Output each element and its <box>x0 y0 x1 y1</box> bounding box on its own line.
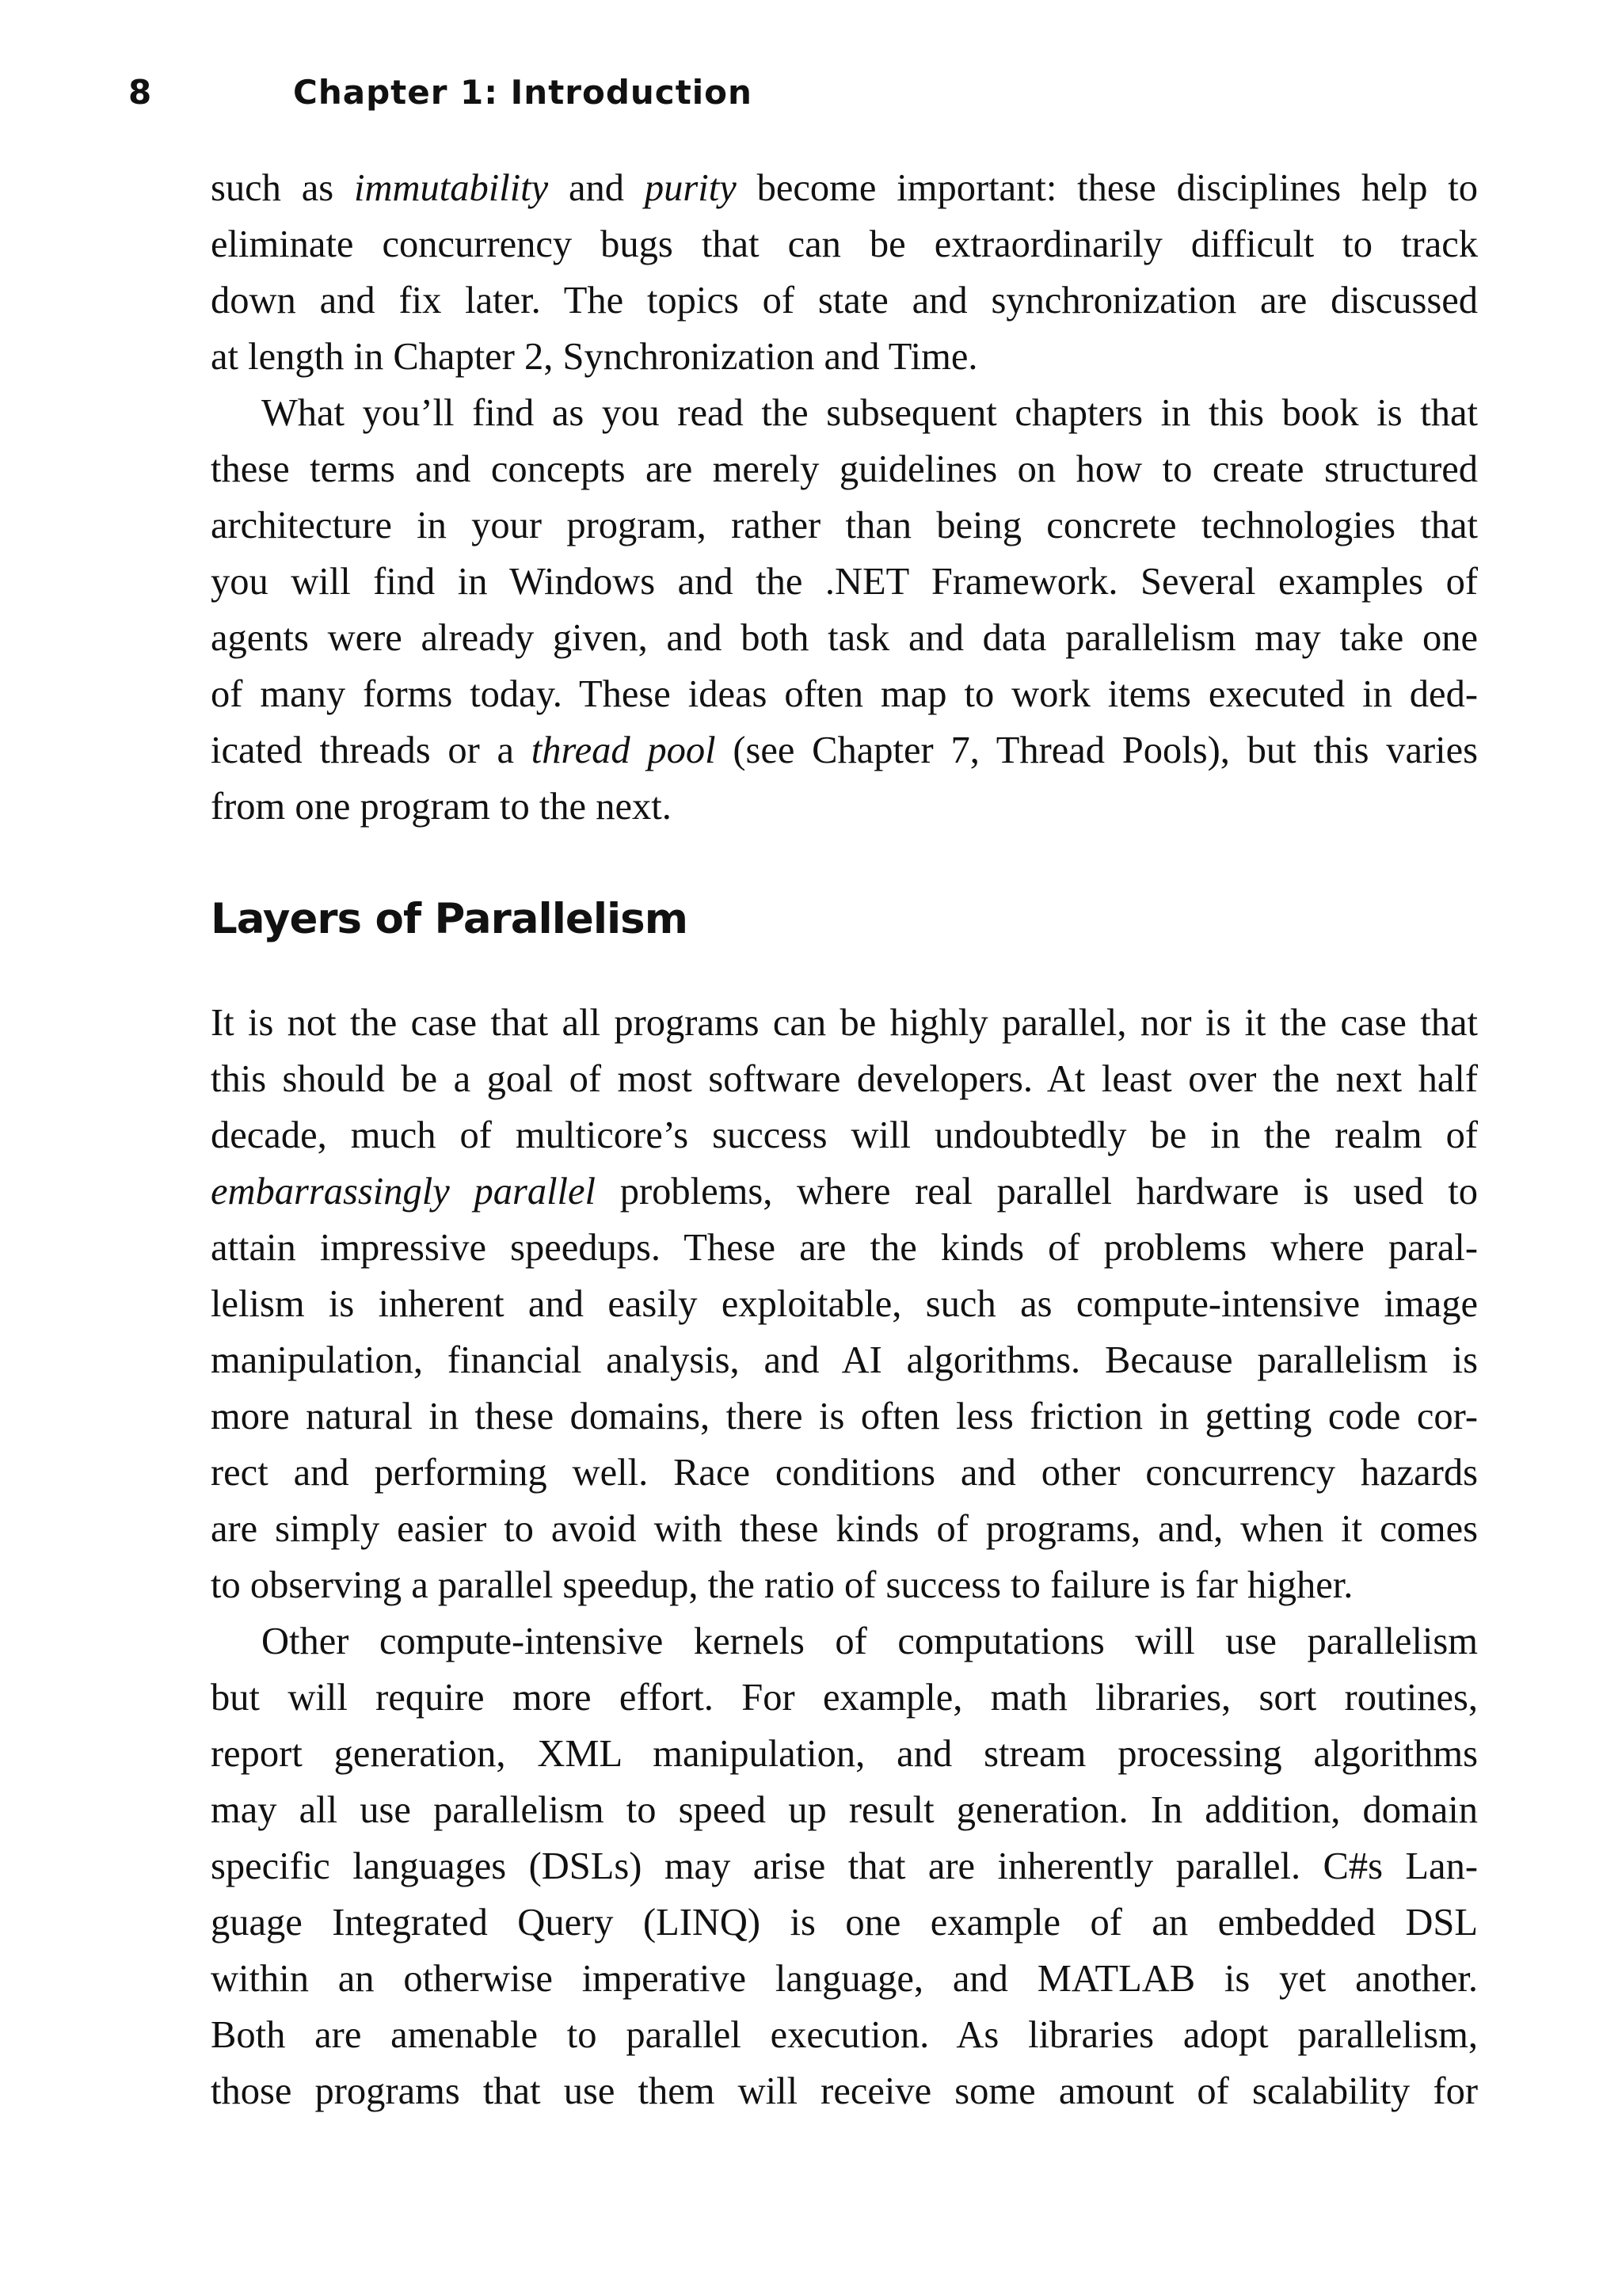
text-line: but will require more effort. For example, math libraries, sort routines, <box>211 1677 1478 1719</box>
text-line: to observing a parallel speedup, the ratio of success to failure is far higher. <box>211 1564 1354 1606</box>
text-line: decade, much of multicore’s success will undoubtedly be in the realm of <box>211 1114 1478 1156</box>
text-line: It is not the case that all programs can be highly parallel, nor is it the case that <box>211 1002 1478 1044</box>
text-line: this should be a goal of most software developers. At least over the next half <box>211 1058 1478 1100</box>
text-line: may all use parallelism to speed up result generation. In addition, domain <box>211 1789 1478 1831</box>
page-number: 8 <box>128 73 153 112</box>
text-line: of many forms today. These ideas often map to work items executed in ded- <box>211 673 1478 715</box>
text-line: you will find in Windows and the .NET Framework. Several examples of <box>211 561 1478 603</box>
text-line: agents were already given, and both task and data parallelism may take one <box>211 617 1478 659</box>
text-line: lelism is inherent and easily exploitable, such as compute-intensive image <box>211 1283 1478 1325</box>
text-line: at length in Chapter 2, Synchronization and Time. <box>211 336 978 378</box>
text-line: report generation, XML manipulation, and stream processing algorithms <box>211 1733 1478 1775</box>
text-line: attain impressive speedups. These are the kinds of problems where paral- <box>211 1227 1478 1269</box>
text-line: Both are amenable to parallel execution. As libraries adopt parallelism, <box>211 2014 1478 2056</box>
text-line: Other compute-intensive kernels of computations will use parallelism <box>261 1620 1478 1662</box>
text-line: are simply easier to avoid with these kinds of programs, and, when it comes <box>211 1508 1478 1550</box>
chapter-title: Chapter 1: Introduction <box>293 73 752 112</box>
text-line: specific languages (DSLs) may arise that are inherently parallel. C#s Lan- <box>211 1845 1478 1887</box>
text-line: down and fix later. The topics of state and synchronization are discussed <box>211 280 1478 322</box>
body-text-top <box>211 160 1478 835</box>
text-line: more natural in these domains, there is often less friction in getting code cor- <box>211 1395 1478 1437</box>
text-line: manipulation, financial analysis, and AI algorithms. Because parallelism is <box>211 1339 1478 1381</box>
text-line: embarrassingly parallel problems, where real parallel hardware is used to <box>211 1171 1478 1213</box>
text-line: those programs that use them will receive some amount of scalability for <box>211 2070 1478 2112</box>
text-line: icated threads or a thread pool (see Chapter 7, Thread Pools), but this varies <box>211 729 1478 771</box>
running-head <box>128 73 1475 112</box>
text-line: these terms and concepts are merely guidelines on how to create structured <box>211 448 1478 490</box>
text-line: from one program to the next. <box>211 786 672 828</box>
text-line: such as immutability and purity become important: these disciplines help to <box>211 167 1479 209</box>
text-line: guage Integrated Query (LINQ) is one example of an embedded DSL <box>211 1902 1478 1944</box>
body-text-section <box>211 995 1478 2119</box>
section-heading: Layers of Parallelism <box>211 895 687 943</box>
text-line: eliminate concurrency bugs that can be extraordinarily difficult to track <box>211 223 1478 265</box>
text-line: within an otherwise imperative language, and MATLAB is yet another. <box>211 1958 1478 2000</box>
text-line: architecture in your program, rather than being concrete technologies that <box>211 505 1478 546</box>
text-line: rect and performing well. Race conditions and other concurrency hazards <box>211 1452 1478 1494</box>
text-line: What you’ll find as you read the subsequent chapters in this book is that <box>261 392 1478 434</box>
